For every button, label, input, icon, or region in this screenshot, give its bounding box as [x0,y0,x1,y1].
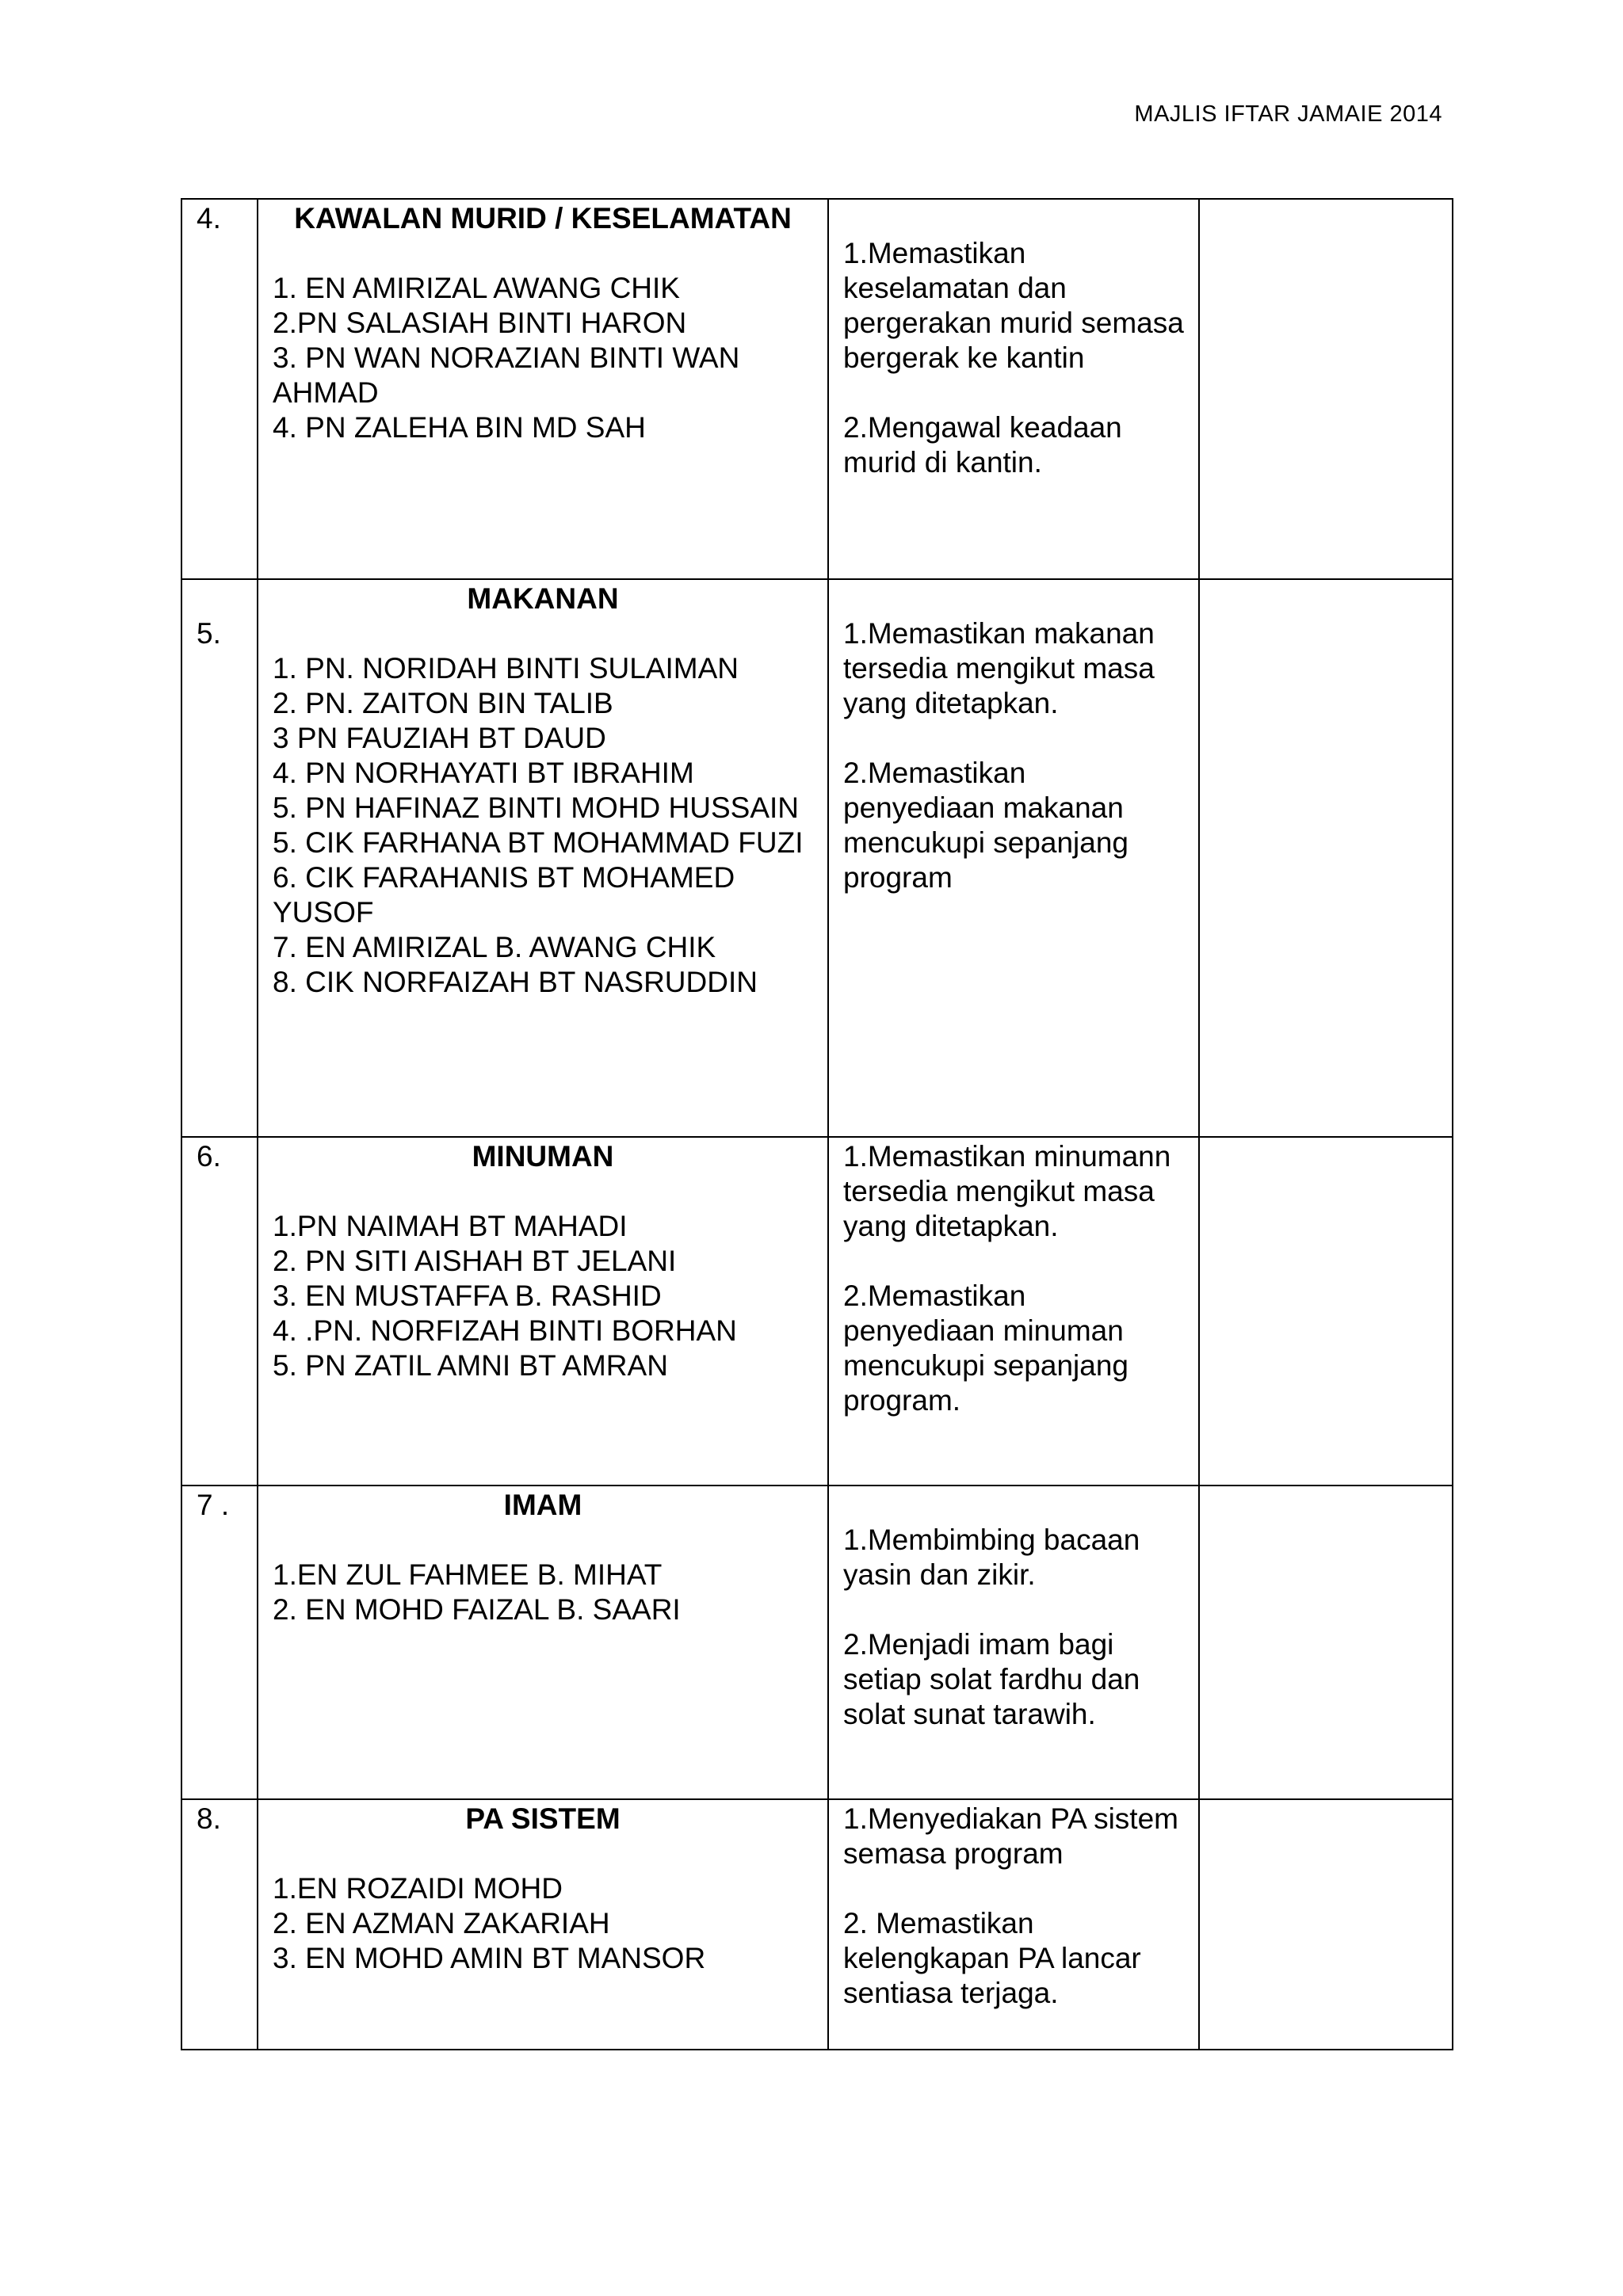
member-list [273,1558,813,1627]
committee-title: MAKANAN [467,582,619,615]
duty-item: 2.Mengawal keadaan murid di kantin. [843,411,1122,479]
member-name: 3. EN MUSTAFFA B. RASHID [273,1280,662,1312]
empty-cell [1199,1486,1453,1799]
committee-table [181,198,1453,2050]
committee-title: IMAM [503,1489,582,1521]
duty-item: 2. Memastikan kelengkapan PA lancar sentiasa terjaga. [843,1907,1141,2009]
committee-title: MINUMAN [472,1140,614,1173]
duty-item: 2.Memastikan penyediaan minuman mencukupi sepanjang program. [843,1280,1128,1417]
member-name: 6. CIK FARAHANIS BT MOHAMED YUSOF [273,861,735,929]
duty-item: 1.Memastikan keselamatan dan pergerakan murid semasa bergerak ke kantin [843,237,1184,374]
member-name: 2. EN MOHD FAIZAL B. SAARI [273,1593,681,1626]
duty-cell [828,1486,1199,1799]
duty-item: 2.Memastikan penyediaan makanan mencukupi sepanjang program [843,757,1128,894]
duty-cell [828,579,1199,1137]
member-name: 7. EN AMIRIZAL B. AWANG CHIK [273,931,716,963]
member-name: 5. PN ZATIL AMNI BT AMRAN [273,1349,668,1382]
committee-cell [258,1486,828,1799]
committee-cell [258,199,828,579]
committee-title: PA SISTEM [465,1802,621,1835]
member-name: 5. CIK FARHANA BT MOHAMMAD FUZI [273,826,804,859]
member-name: 3. EN MOHD AMIN BT MANSOR [273,1942,706,1974]
member-name: 1.EN ZUL FAHMEE B. MIHAT [273,1558,663,1591]
member-name: 1. PN. NORIDAH BINTI SULAIMAN [273,652,739,685]
empty-cell [1199,1799,1453,2050]
committee-row [181,579,1453,1137]
member-name: 3 PN FAUZIAH BT DAUD [273,722,606,754]
duty-item: 1.Membimbing bacaan yasin dan zikir. [843,1524,1140,1591]
duty-item: 1.Menyediakan PA sistem semasa program [843,1802,1178,1870]
member-name: 5. PN HAFINAZ BINTI MOHD HUSSAIN [273,791,800,824]
duty-item: 2.Menjadi imam bagi setiap solat fardhu dan solat sunat tarawih. [843,1628,1140,1730]
member-name: 2. PN SITI AISHAH BT JELANI [273,1245,677,1277]
duty-cell [828,1137,1199,1486]
member-name: 2.PN SALASIAH BINTI HARON [273,307,687,339]
member-list [273,651,813,1000]
empty-cell [1199,199,1453,579]
committee-cell [258,579,828,1137]
duty-cell [828,1799,1199,2050]
member-name: 3. PN WAN NORAZIAN BINTI WAN AHMAD [273,341,740,409]
member-name: 8. CIK NORFAIZAH BT NASRUDDIN [273,966,758,998]
duty-cell [828,199,1199,579]
duty-item: 1.Memastikan makanan tersedia mengikut masa yang ditetapkan. [843,617,1155,719]
member-list [273,1209,813,1383]
member-name: 1.PN NAIMAH BT MAHADI [273,1210,628,1242]
row-number: 7 . [181,1486,258,1799]
committee-row [181,1137,1453,1486]
committee-row [181,1799,1453,2050]
row-number: 8. [181,1799,258,2050]
member-list [273,1871,813,1976]
page-header: MAJLIS IFTAR JAMAIE 2014 [1134,101,1442,127]
row-number: 4. [181,199,258,579]
member-name: 1.EN ROZAIDI MOHD [273,1872,563,1905]
member-name: 4. PN NORHAYATI BT IBRAHIM [273,757,694,789]
row-number: 5. [181,579,258,1137]
committee-cell [258,1137,828,1486]
member-name: 2. PN. ZAITON BIN TALIB [273,687,613,719]
member-name: 4. PN ZALEHA BIN MD SAH [273,411,646,444]
committee-cell [258,1799,828,2050]
duty-item: 1.Memastikan minumann tersedia mengikut masa yang ditetapkan. [843,1140,1171,1242]
committee-row [181,199,1453,579]
empty-cell [1199,1137,1453,1486]
member-name: 4. .PN. NORFIZAH BINTI BORHAN [273,1314,737,1347]
member-name: 1. EN AMIRIZAL AWANG CHIK [273,272,680,304]
committee-title: KAWALAN MURID / KESELAMATAN [294,202,792,235]
member-name: 2. EN AZMAN ZAKARIAH [273,1907,610,1939]
member-list [273,271,813,445]
row-number: 6. [181,1137,258,1486]
committee-row [181,1486,1453,1799]
empty-cell [1199,579,1453,1137]
